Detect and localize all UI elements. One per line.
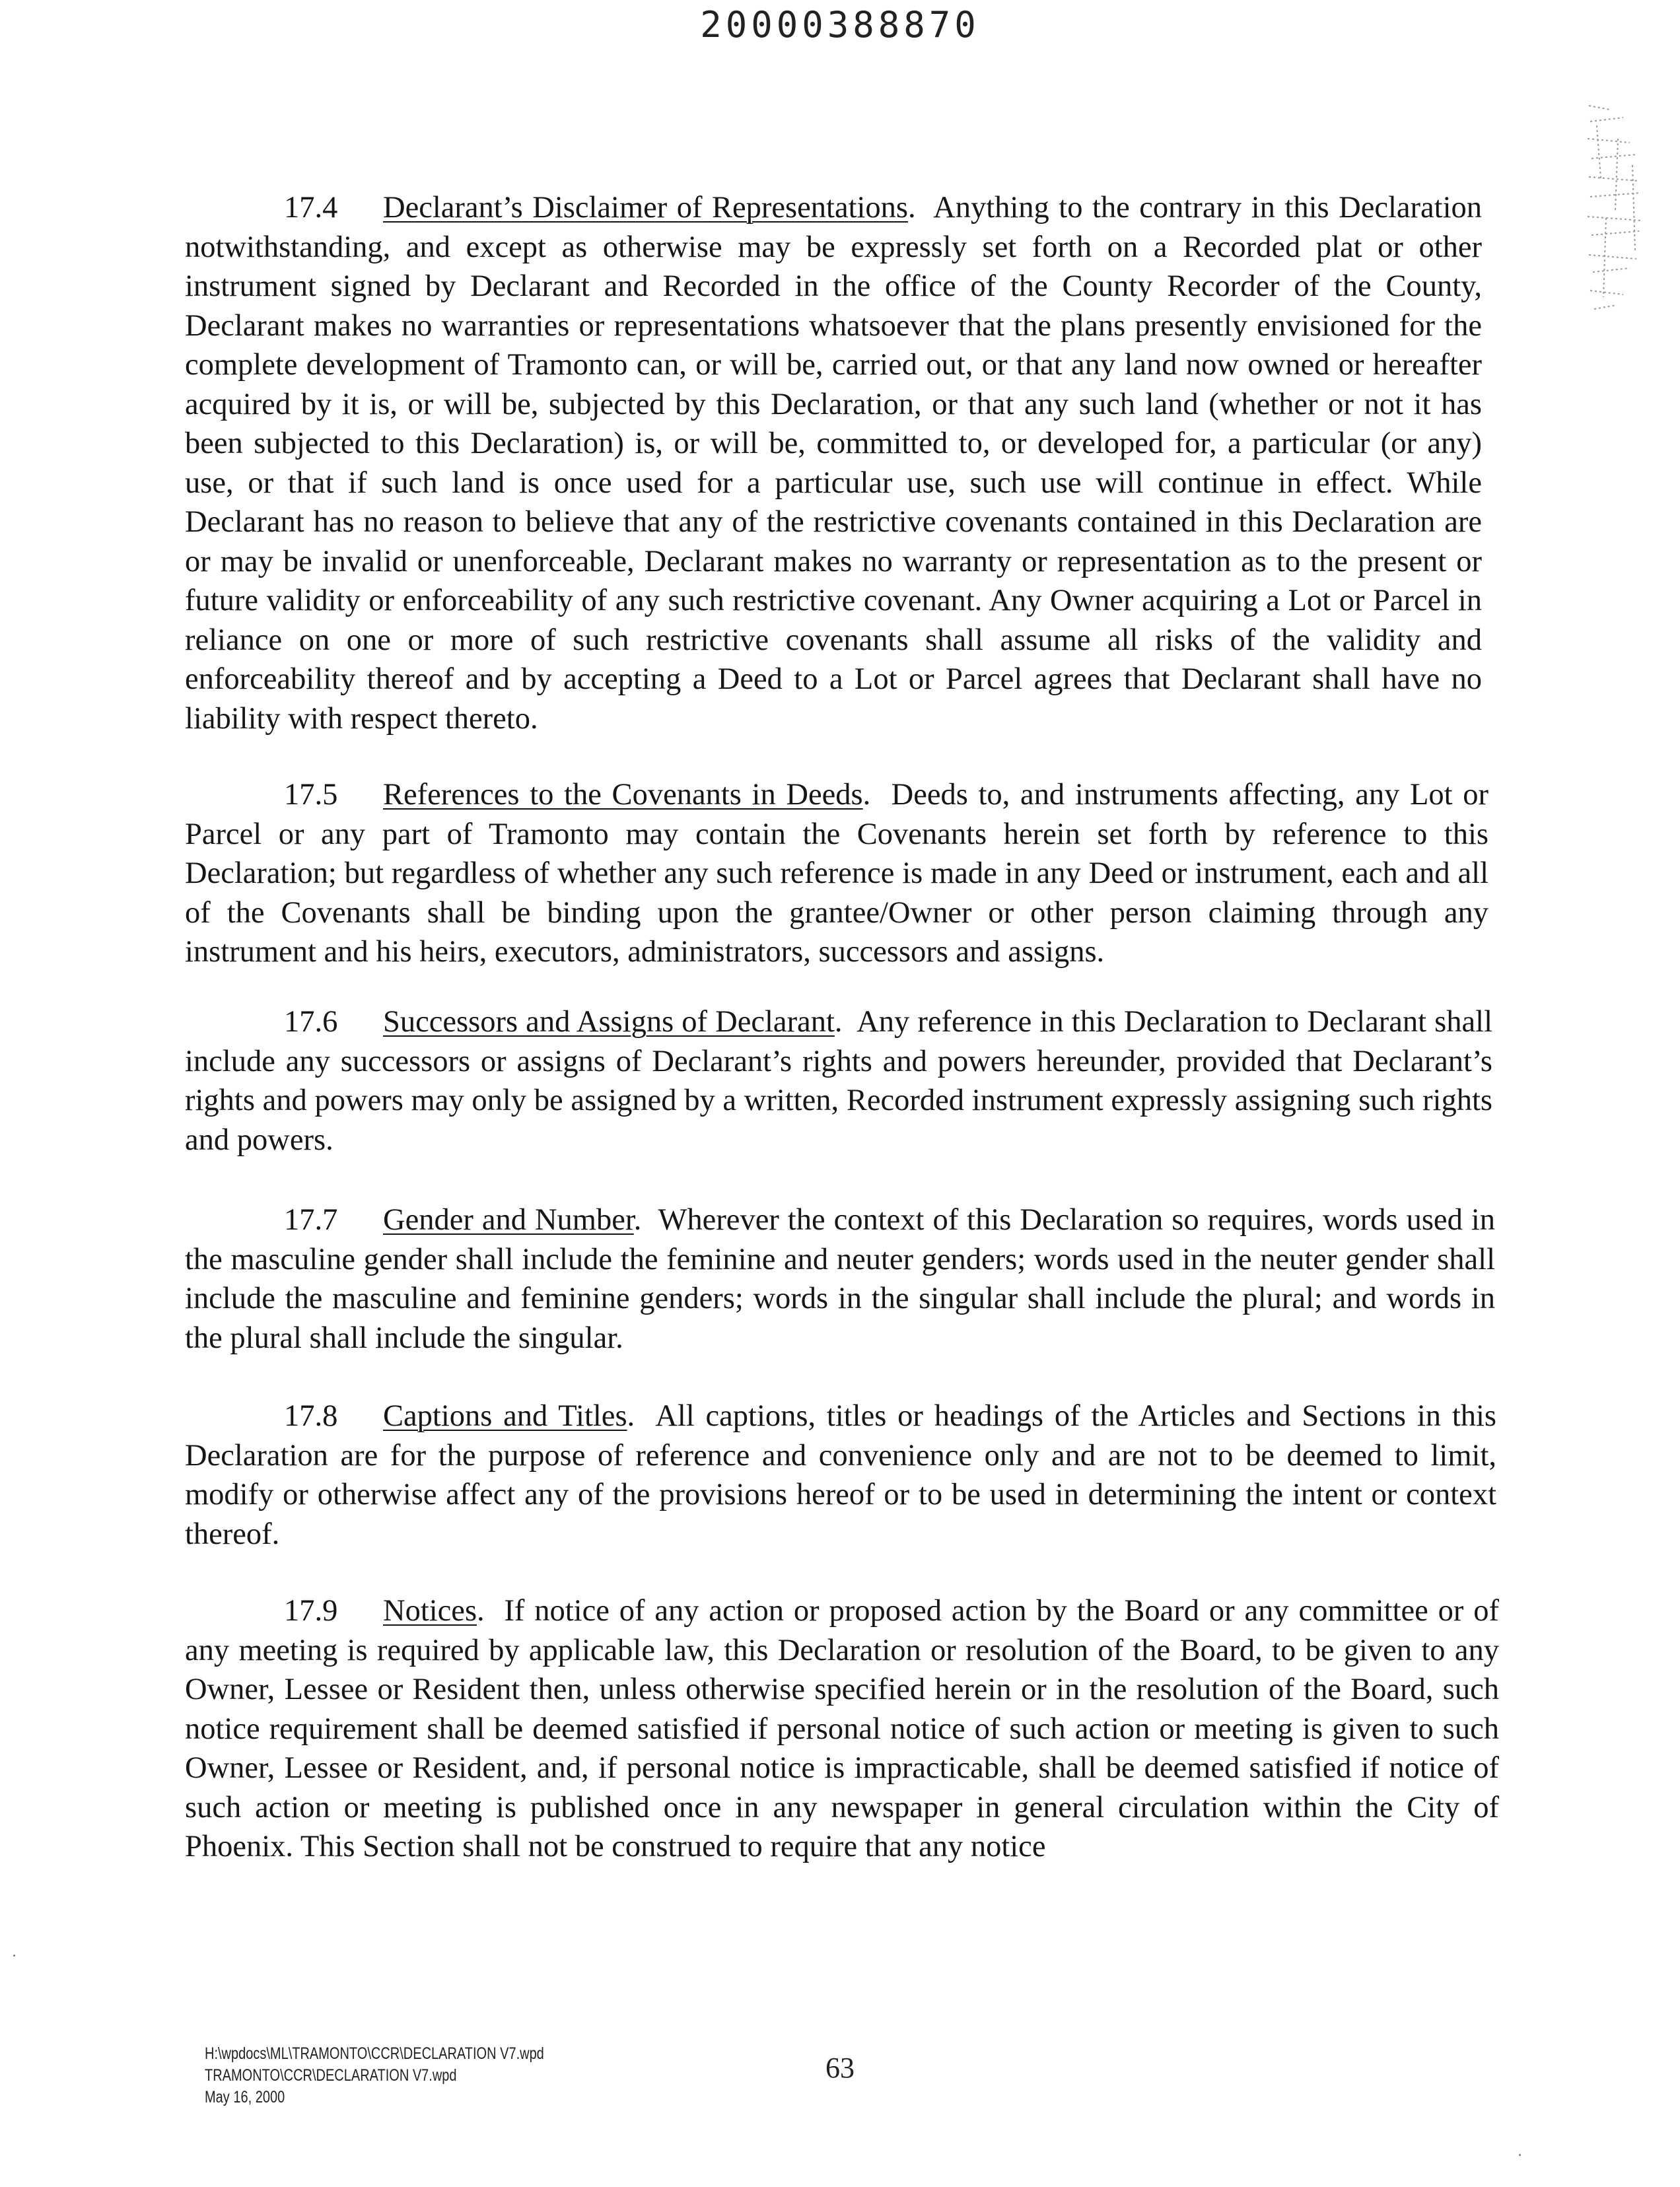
footer-path-line-1: H:\wpdocs\ML\TRAMONTO\CCR\DECLARATION V7.wpd xyxy=(205,2044,544,2063)
section-17-7: 17.7 Gender and Number. Wherever the context of this Declaration so requires, words used in the masculine gender shall include the feminine and neuter genders; words used in the neuter gender shall include the masculine and feminine genders; words in the singular shall include the plural; and words in the plural shall include the singular. xyxy=(185,1200,1495,1358)
section-body: If notice of any action or proposed action by the Board or any committee or of any meeting is required by applicable law, this Declaration or resolution of the Board, to be given to any Owner, Lessee or Resident then, unless otherwise specified herein or in the resolution of the Board, such notice requirement shall be deemed satisfied if personal notice of such action or meeting is given to such Owner, Lessee or Resident, and, if personal notice is impracticable, shall be deemed satisfied if notice of such action or meeting is published once in any newspaper in general circulation within the City of Phoenix. This Section shall not be construed to require that any notice xyxy=(185,1594,1499,1863)
section-title: References to the Covenants in Deeds xyxy=(383,778,863,812)
scan-speck xyxy=(1519,2154,1521,2156)
section-body: All captions, titles or headings of the Articles and Sections in this Declaration are for the purpose of reference and convenience only and are not to be deemed to limit, modify or otherwise affect any of the provisions hereof or to be used in determining the intent or context thereof. xyxy=(185,1399,1497,1551)
section-body: Anything to the contrary in this Declaration notwithstanding, and except as otherwise may be expressly set forth on a Recorded plat or other instrument signed by Declarant and Recorded in the office of the County Recorder of the County, Declarant makes no warranties or representations whatsoever that the plans presently envisioned for the complete development of Tramonto can, or will be, carried out, or that any land now owned or hereafter acquired by it is, or will be, subjected by this Declaration, or that any such land (whether or not it has been subjected to this Declaration) is, or will be, committed to, or developed for, a particular (or any) use, or that if such land is once used for a particular use, such use will continue in effect. While Declarant has no reason to believe that any of the restrictive covenants contained in this Declaration are or may be invalid or unenforceable, Declarant makes no warranty or representation as to the present or future validity or enforceability of any such restrictive covenant. Any Owner acquiring a Lot or Parcel in reliance on one or more of such restrictive covenants shall assume all risks of the validity and enforceability thereof and by accepting a Deed to a Lot or Parcel agrees that Declarant shall have no liability with respect thereto. xyxy=(185,191,1482,736)
section-number: 17.8 xyxy=(284,1399,338,1433)
section-number: 17.5 xyxy=(284,778,338,812)
recorder-stamp-mark xyxy=(1584,99,1647,317)
section-17-8: 17.8 Captions and Titles. All captions, titles or headings of the Articles and Sections in this Declaration are for the purpose of reference and convenience only and are not to be deemed to limit, modify or otherwise affect any of the provisions hereof or to be used in determining the intent or context thereof. xyxy=(185,1397,1496,1554)
footer-date: May 16, 2000 xyxy=(205,2088,285,2106)
section-title: Declarant’s Disclaimer of Representations xyxy=(383,191,909,225)
section-number: 17.6 xyxy=(284,1005,338,1039)
section-title: Gender and Number xyxy=(383,1203,634,1237)
section-body: Any reference in this Declaration to Declarant shall include any successors or assigns of Declarant’s rights and powers hereunder, provided that Declarant’s rights and powers may only be assigned by a written, Recorded instrument expressly assigning such rights and powers. xyxy=(185,1005,1493,1157)
section-17-6: 17.6 Successors and Assigns of Declarant. Any reference in this Declaration to Declarant shall include any successors or assigns of Declarant’s rights and powers hereunder, provided that Declarant’s rights and powers may only be assigned by a written, Recorded instrument expressly assigning such rights and powers. xyxy=(185,1002,1492,1160)
page-number: 63 xyxy=(825,2052,855,2084)
scan-speck xyxy=(13,1955,15,1957)
section-number: 17.4 xyxy=(284,191,338,225)
section-title: Successors and Assigns of Declarant xyxy=(383,1005,835,1039)
section-17-5: 17.5 References to the Covenants in Deeds. Deeds to, and instruments affecting, any Lot or Parcel or any part of Tramonto may contain the Covenants herein set forth by reference to this Declaration; but regardless of whether any such reference is made in any Deed or instrument, each and all of the Covenants shall be binding upon the grantee/Owner or other person claiming through any instrument and his heirs, executors, administrators, successors and assigns. xyxy=(185,775,1488,972)
section-body: Deeds to, and instruments affecting, any Lot or Parcel or any part of Tramonto may contain the Covenants herein set forth by reference to this Declaration; but regardless of whether any such reference is made in any Deed or instrument, each and all of the Covenants shall be binding upon the grantee/Owner or other person claiming through any instrument and his heirs, executors, administrators, successors and assigns. xyxy=(185,778,1489,969)
section-title: Captions and Titles xyxy=(383,1399,627,1433)
footer-path-line-2: TRAMONTO\CCR\DECLARATION V7.wpd xyxy=(205,2066,457,2085)
section-17-9: 17.9 Notices. If notice of any action or proposed action by the Board or any committee or of any meeting is required by applicable law, this Declaration or resolution of the Board, to be given to any Owner, Lessee or Resident then, unless otherwise specified herein or in the resolution of the Board, such notice requirement shall be deemed satisfied if personal notice of such action or meeting is given to such Owner, Lessee or Resident, and, if personal notice is impracticable, shall be deemed satisfied if notice of such action or meeting is published once in any newspaper in general circulation within the City of Phoenix. This Section shall not be construed to require that any notice xyxy=(185,1591,1499,1867)
section-number: 17.9 xyxy=(284,1594,338,1628)
section-body: Wherever the context of this Declaration so requires, words used in the masculine gender shall include the feminine and neuter genders; words used in the neuter gender shall include the masculine and feminine genders; words in the singular shall include the plural; and words in the plural shall include the singular. xyxy=(185,1203,1495,1355)
recording-number: 20000388870 xyxy=(700,4,980,46)
section-17-4: 17.4 Declarant’s Disclaimer of Representations. Anything to the contrary in this Declaration notwithstanding, and except as otherwise may be expressly set forth on a Recorded plat or other instrument signed by Declarant and Recorded in the office of the County Recorder of the County, Declarant makes no warranties or representations whatsoever that the plans presently envisioned for the complete development of Tramonto can, or will be, carried out, or that any land now owned or hereafter acquired by it is, or will be, subjected by this Declaration, or that any such land (whether or not it has been subjected to this Declaration) is, or will be, committed to, or developed for, a particular (or any) use, or that if such land is once used for a particular use, such use will continue in effect. While Declarant has no reason to believe that any of the restrictive covenants contained in this Declaration are or may be invalid or unenforceable, Declarant makes no warranty or representation as to the present or future validity or enforceability of any such restrictive covenant. Any Owner acquiring a Lot or Parcel in reliance on one or more of such restrictive covenants shall assume all risks of the validity and enforceability thereof and by accepting a Deed to a Lot or Parcel agrees that Declarant shall have no liability with respect thereto. xyxy=(185,188,1482,738)
section-number: 17.7 xyxy=(284,1203,338,1237)
section-title: Notices xyxy=(383,1594,477,1628)
